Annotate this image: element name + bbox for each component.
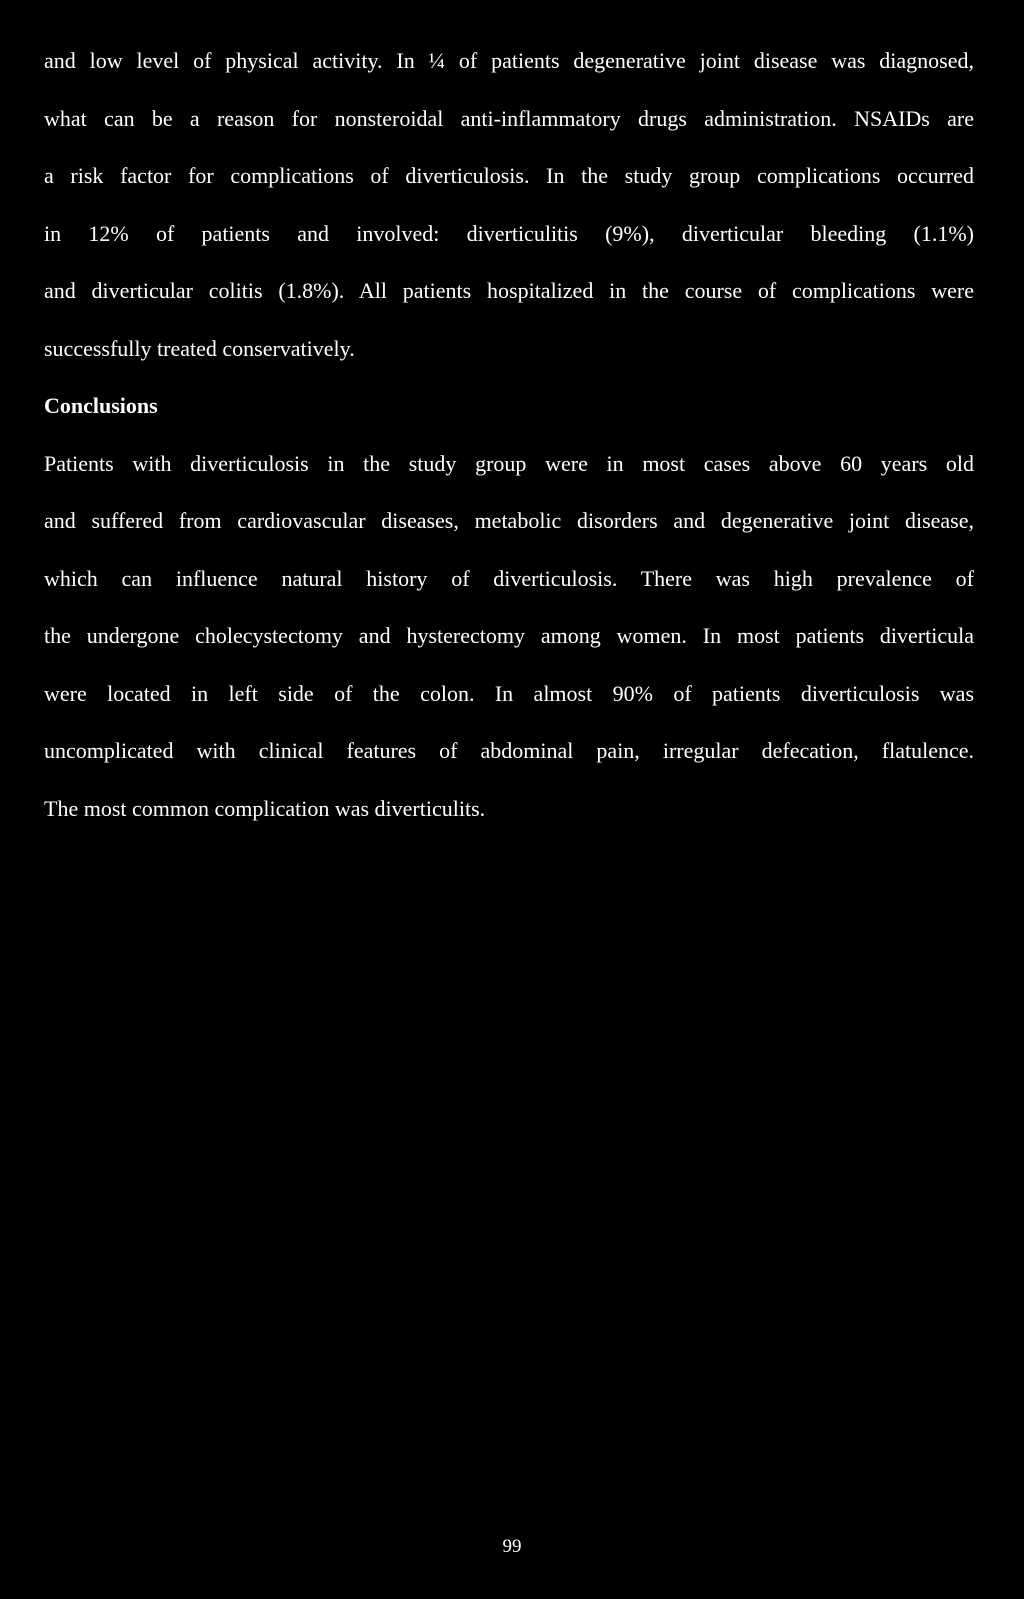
text-line: uncomplicated with clinical features of abdominal pain, irregular defecation, flatulence. xyxy=(44,738,974,763)
text-line: a risk factor for complications of diverticulosis. In the study group complications occurred xyxy=(44,163,974,188)
results-paragraph xyxy=(44,40,974,385)
text-line: and diverticular colitis (1.8%). All patients hospitalized in the course of complications were xyxy=(44,278,974,303)
document-body xyxy=(44,40,974,845)
text-line: and low level of physical activity. In ¼ of patients degenerative joint disease was diagnosed, xyxy=(44,48,974,73)
text-line: and suffered from cardiovascular diseases, metabolic disorders and degenerative joint disease, xyxy=(44,508,974,533)
conclusions-paragraph xyxy=(44,443,974,846)
text-line: the undergone cholecystectomy and hysterectomy among women. In most patients diverticula xyxy=(44,623,974,648)
text-line: were located in left side of the colon. In almost 90% of patients diverticulosis was xyxy=(44,680,974,706)
text-line: The most common complication was diverticulits. xyxy=(44,795,486,821)
section-heading-conclusions: Conclusions xyxy=(44,393,158,418)
text-line: what can be a reason for nonsteroidal anti-inflammatory drugs administration. NSAIDs are xyxy=(44,105,974,131)
text-line: successfully treated conservatively. xyxy=(44,335,355,361)
text-line: Patients with diverticulosis in the study group were in most cases above 60 years old xyxy=(44,450,974,476)
text-line: which can influence natural history of diverticulosis. There was high prevalence of xyxy=(44,565,974,591)
text-line: in 12% of patients and involved: diverticulitis (9%), diverticular bleeding (1.1%) xyxy=(44,220,974,246)
page-number: 99 xyxy=(502,1536,522,1557)
